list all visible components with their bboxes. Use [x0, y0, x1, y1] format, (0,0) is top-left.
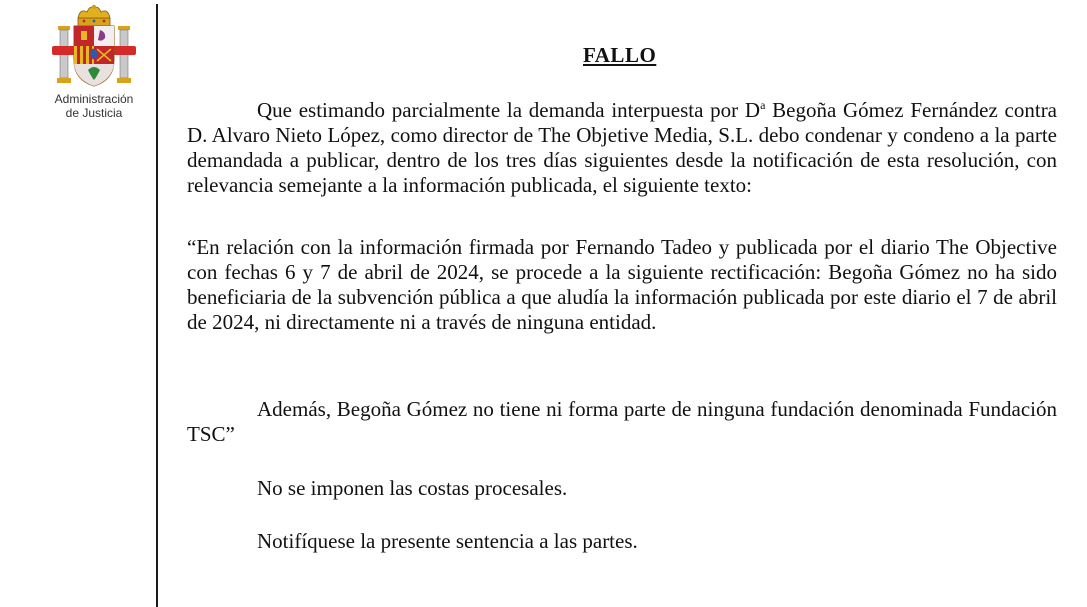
title-abbreviation-superscript: a — [760, 98, 766, 112]
ruling-paragraph-1-start: Que estimando parcialmente la demanda interpuesta por D — [257, 98, 761, 122]
notification-paragraph: Notifíquese la presente sentencia a las partes. — [257, 529, 638, 553]
rectification-text-paragraph: “En relación con la información firmada por Fernando Tadeo y publicada por el diario The Objective con fechas 6 y 7 de abril de 2024, se procede a la siguiente rectificación: Begoña Gómez no ha sido beneficiaria de la subvención pública a que aludía la información publicada por este diario el 7 de abril de 2024, ni directamente ni a través de ninguna entidad. — [187, 235, 1057, 334]
ruling-heading: FALLO — [583, 43, 657, 67]
costs-paragraph: No se imponen las costas procesales. — [257, 476, 568, 500]
sidebar — [0, 0, 156, 607]
ruling-paragraph-1 — [187, 98, 1057, 198]
foundation-statement-paragraph: Además, Begoña Gómez no tiene ni forma parte de ninguna fundación denominada Fundación TSC” — [187, 397, 1057, 446]
left-pillar-icon — [52, 26, 76, 83]
organization-label-line-1: Administración — [54, 92, 134, 106]
right-pillar-icon — [112, 26, 136, 83]
coat-of-arms-icon — [50, 4, 138, 90]
ruling-paragraph-1-end: Begoña Gómez Fernández contra D. Alvaro Nieto López, como director de The Objetive Media, S.L. debo condenar y condeno a la parte demandada a publicar, dentro de los tres días siguientes desde la notificación de esta resolución, con relevancia semejante a la información publicada, el siguiente texto: — [187, 98, 1058, 197]
margin-divider-line — [156, 4, 158, 607]
shield-icon — [74, 26, 114, 86]
organization-label — [40, 92, 148, 120]
crown-icon — [78, 5, 110, 26]
organization-label-line-2: de Justicia — [65, 106, 123, 120]
